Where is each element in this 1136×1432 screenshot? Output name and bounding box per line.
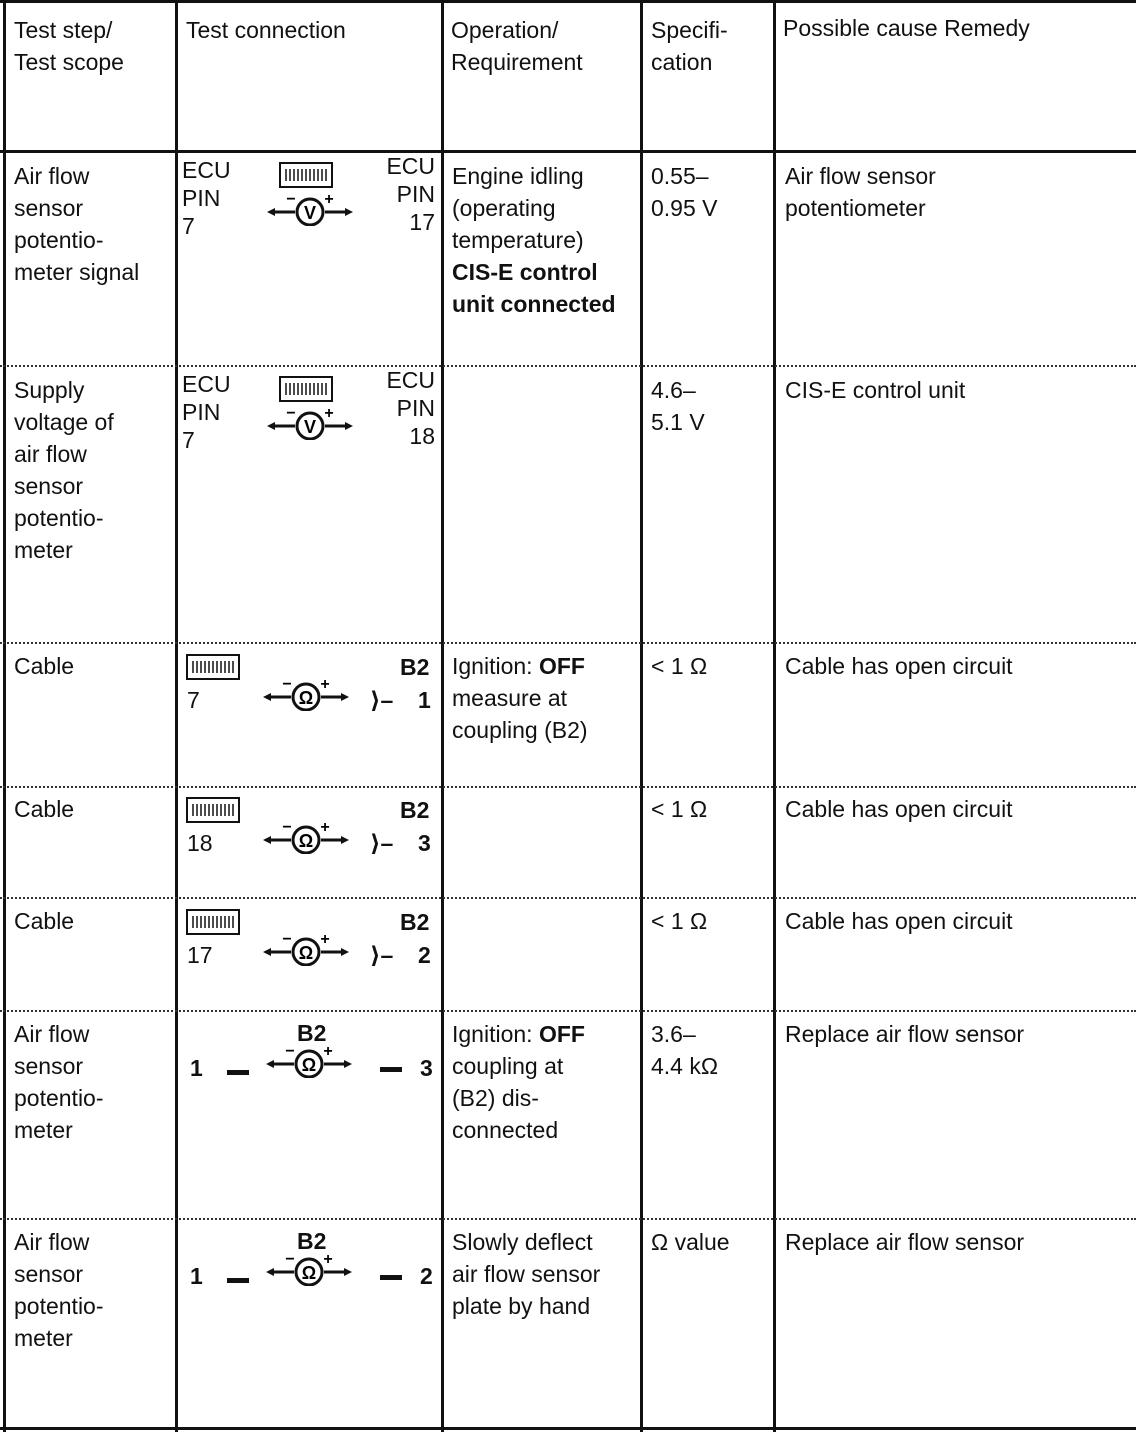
meter-symbol: V	[303, 203, 317, 223]
pin-number-right: 3	[418, 830, 431, 856]
step-line: Air flow	[14, 1229, 90, 1255]
operation-text: Engine idling	[452, 163, 584, 189]
voltmeter-icon	[265, 404, 355, 440]
cause-line: Replace air flow sensor	[785, 1229, 1025, 1255]
spec-line: 0.95 V	[651, 195, 718, 221]
meter-minus: −	[282, 819, 292, 836]
meter-symbol: V	[303, 417, 317, 437]
spec-line: 4.6–	[651, 377, 696, 403]
cause-cell	[785, 650, 1013, 682]
pin-number-right: 2	[420, 1263, 433, 1289]
row-divider	[0, 1010, 1136, 1012]
coupling-label: B2	[400, 797, 430, 823]
cause-cell	[785, 160, 936, 224]
operation-text: air flow sensor	[452, 1261, 601, 1287]
step-line: sensor	[14, 195, 84, 221]
step-line: Cable	[14, 653, 75, 679]
spec-line: 3.6–	[651, 1021, 696, 1047]
pin-text: PIN	[396, 395, 435, 421]
step-line: meter	[14, 1117, 73, 1143]
cause-line: Cable has open circuit	[785, 796, 1013, 822]
ecu-text: ECU	[182, 371, 231, 397]
spec-cell	[651, 905, 707, 937]
meter-symbol: Ω	[301, 1055, 317, 1075]
operation-text: (B2) dis-	[452, 1085, 539, 1111]
pin-number-right: 2	[418, 942, 431, 968]
ecu-text: ECU	[386, 153, 435, 179]
coupling-label: B2	[297, 1020, 327, 1046]
operation-text: temperature)	[452, 227, 584, 253]
pin-number-left: 7	[187, 687, 200, 713]
cause-line: CIS-E control unit	[785, 377, 966, 403]
header-step-line: Test step/	[14, 17, 113, 43]
operation-line	[452, 650, 588, 682]
ohmmeter-icon	[264, 1042, 354, 1078]
operation-text: Slowly deflect	[452, 1229, 593, 1255]
spec-line: < 1 Ω	[651, 908, 708, 934]
tester-box-icon	[186, 797, 240, 823]
pin-number-left: 1	[190, 1263, 203, 1289]
operation-line	[452, 1226, 600, 1258]
cause-line: Cable has open circuit	[785, 653, 1013, 679]
ecu-text: ECU	[182, 157, 231, 183]
step-cell	[14, 1226, 104, 1354]
plug-contact-icon	[227, 1070, 249, 1075]
step-cell	[14, 1018, 104, 1146]
pin-text: PIN	[182, 185, 221, 211]
operation-line	[452, 192, 616, 224]
pin-number-left: 18	[187, 830, 213, 856]
cause-line: Air flow sensor	[785, 163, 936, 189]
cause-line: Replace air flow sensor	[785, 1021, 1025, 1047]
meter-symbol: Ω	[301, 1263, 317, 1283]
operation-text: coupling (B2)	[452, 717, 588, 743]
step-line: potentio-	[14, 1085, 104, 1111]
ohmmeter-icon	[264, 1250, 354, 1286]
pin-number-right: 1	[418, 687, 431, 713]
ecu-label-right	[379, 152, 435, 236]
operation-line	[452, 256, 616, 288]
step-line: Cable	[14, 908, 75, 934]
spec-cell	[651, 650, 707, 682]
operation-line	[452, 1290, 600, 1322]
step-line: meter signal	[14, 259, 140, 285]
operation-cell	[452, 1226, 600, 1322]
step-cell	[14, 905, 74, 937]
operation-cell	[452, 160, 616, 320]
spec-line: < 1 Ω	[651, 653, 708, 679]
header-rule	[0, 150, 1136, 153]
meter-symbol: Ω	[298, 943, 314, 963]
spec-cell	[651, 374, 705, 438]
step-line: sensor	[14, 1261, 84, 1287]
step-cell	[14, 650, 74, 682]
header-cause: Possible cause Remedy	[783, 15, 1030, 41]
operation-line	[452, 288, 616, 320]
step-line: potentio-	[14, 505, 104, 531]
header-connection: Test connection	[186, 17, 346, 43]
operation-line	[452, 224, 616, 256]
step-line: air flow	[14, 441, 87, 467]
tester-box-icon	[279, 162, 333, 188]
spec-line: 5.1 V	[651, 409, 705, 435]
ecu-text: ECU	[386, 367, 435, 393]
pin-number-left: 1	[190, 1055, 203, 1081]
operation-cell	[452, 650, 588, 746]
pin-number-left: 17	[187, 942, 213, 968]
meter-plus: +	[320, 931, 330, 948]
cause-cell	[785, 1018, 1024, 1050]
cause-cell	[785, 793, 1013, 825]
ecu-label-left	[182, 370, 231, 454]
step-line: meter	[14, 1325, 73, 1351]
pin-number-right: 3	[420, 1055, 433, 1081]
step-cell	[14, 374, 114, 566]
coupling-label: B2	[400, 909, 430, 935]
pin-number-right: 18	[409, 423, 435, 449]
meter-minus: −	[286, 191, 296, 208]
step-line: Supply	[14, 377, 85, 403]
operation-text: (operating	[452, 195, 556, 221]
step-line: potentio-	[14, 227, 104, 253]
meter-plus: +	[323, 1043, 333, 1060]
operation-emphasis: OFF	[538, 1021, 585, 1047]
ohmmeter-icon	[261, 930, 351, 966]
plug-connector-icon: ⟩–	[370, 942, 394, 968]
spec-line: < 1 Ω	[651, 796, 708, 822]
cause-line: Cable has open circuit	[785, 908, 1013, 934]
spec-line: 0.55–	[651, 163, 709, 189]
meter-minus: −	[286, 405, 296, 422]
spec-cell	[651, 793, 707, 825]
table-top-rule	[0, 0, 1136, 3]
meter-plus: +	[320, 819, 330, 836]
meter-minus: −	[282, 676, 292, 693]
ecu-label-left	[182, 156, 231, 240]
operation-emphasis: OFF	[538, 653, 585, 679]
tester-box-icon	[186, 654, 240, 680]
plug-contact-icon	[227, 1278, 249, 1283]
operation-text: connected	[452, 1117, 559, 1143]
meter-minus: −	[285, 1043, 295, 1060]
voltmeter-icon	[265, 190, 355, 226]
meter-plus: +	[324, 405, 334, 422]
step-line: potentio-	[14, 1293, 104, 1319]
table-bottom-rule	[0, 1427, 1136, 1430]
step-cell	[14, 793, 74, 825]
plug-connector-icon: ⟩–	[370, 830, 394, 856]
coupling-label: B2	[400, 654, 430, 680]
cause-cell	[785, 905, 1013, 937]
operation-line	[452, 714, 588, 746]
pin-number-left: 7	[182, 213, 195, 239]
step-line: Cable	[14, 796, 75, 822]
header-operation-line: Operation/	[451, 17, 559, 43]
step-line: sensor	[14, 473, 84, 499]
operation-text: unit connected	[452, 291, 616, 317]
spec-cell	[651, 1226, 730, 1258]
meter-plus: +	[320, 676, 330, 693]
row-divider	[0, 897, 1136, 899]
plug-contact-icon	[380, 1275, 402, 1280]
ecu-label-right	[379, 366, 435, 450]
step-cell	[14, 160, 139, 288]
operation-line	[452, 1082, 585, 1114]
header-spec	[651, 14, 728, 78]
operation-text: plate by hand	[452, 1293, 591, 1319]
header-spec-line: Specifi-	[651, 17, 728, 43]
coupling-label: B2	[297, 1228, 327, 1254]
cause-cell	[785, 1226, 1024, 1258]
operation-line	[452, 1018, 585, 1050]
spec-cell	[651, 160, 718, 224]
plug-connector-icon: ⟩–	[370, 687, 394, 713]
header-operation	[451, 14, 583, 78]
cause-cell	[785, 374, 965, 406]
operation-text: Ignition:	[452, 653, 539, 679]
pin-text: PIN	[396, 181, 435, 207]
step-line: Air flow	[14, 163, 90, 189]
row-divider	[0, 365, 1136, 367]
header-spec-line: cation	[651, 49, 713, 75]
meter-minus: −	[285, 1251, 295, 1268]
spec-cell	[651, 1018, 718, 1082]
step-line: Air flow	[14, 1021, 90, 1047]
operation-text: CIS-E control	[452, 259, 598, 285]
step-line: voltage of	[14, 409, 114, 435]
tester-box-icon	[279, 376, 333, 402]
operation-line	[452, 1050, 585, 1082]
pin-number-left: 7	[182, 427, 195, 453]
row-divider	[0, 1218, 1136, 1220]
row-divider	[0, 642, 1136, 644]
operation-text: measure at	[452, 685, 568, 711]
operation-text: coupling at	[452, 1053, 564, 1079]
operation-text: Ignition:	[452, 1021, 539, 1047]
meter-plus: +	[324, 191, 334, 208]
header-step	[14, 14, 124, 78]
spec-line: Ω value	[651, 1229, 730, 1255]
pin-number-right: 17	[409, 209, 435, 235]
row-divider	[0, 786, 1136, 788]
ohmmeter-icon	[261, 675, 351, 711]
pin-text: PIN	[182, 399, 221, 425]
operation-line	[452, 682, 588, 714]
cause-line: potentiometer	[785, 195, 926, 221]
operation-line	[452, 160, 616, 192]
plug-contact-icon	[380, 1067, 402, 1072]
operation-line	[452, 1258, 600, 1290]
operation-line	[452, 1114, 585, 1146]
operation-cell	[452, 1018, 585, 1146]
ohmmeter-icon	[261, 818, 351, 854]
step-line: meter	[14, 537, 73, 563]
meter-symbol: Ω	[298, 688, 314, 708]
step-line: sensor	[14, 1053, 84, 1079]
spec-line: 4.4 kΩ	[651, 1053, 719, 1079]
header-operation-line: Requirement	[451, 49, 583, 75]
meter-symbol: Ω	[298, 831, 314, 851]
meter-plus: +	[323, 1251, 333, 1268]
tester-box-icon	[186, 909, 240, 935]
header-step-line: Test scope	[14, 49, 124, 75]
meter-minus: −	[282, 931, 292, 948]
